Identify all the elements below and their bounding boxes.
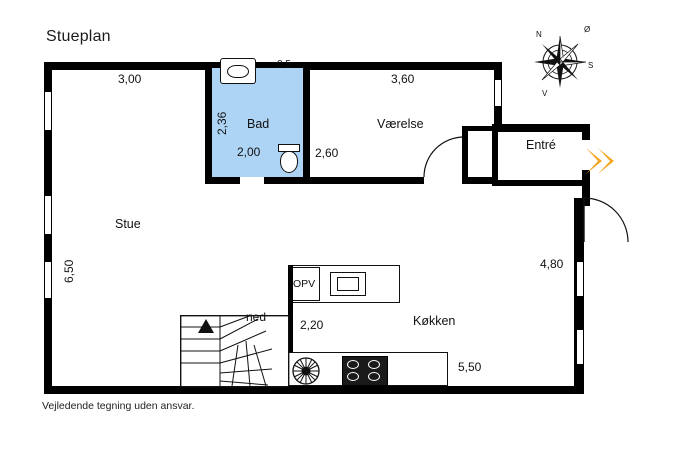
dim-stue-left: 6,50 [62, 259, 76, 283]
dim-bad-bottom: 2,00 [237, 145, 261, 159]
cooktop-burner-2 [368, 360, 380, 369]
dim-kokken-bottom: 5,50 [458, 360, 482, 374]
cooktop-burner-3 [347, 372, 359, 381]
room-label-stue: Stue [115, 217, 141, 231]
window-right-bottom [576, 330, 584, 364]
wall-entre-divider-top [462, 126, 496, 131]
cooktop-burner-4 [368, 372, 380, 381]
page-title: Stueplan [46, 28, 111, 45]
dim-entre-right: 4,80 [540, 257, 564, 271]
disclaimer-note: Vejledende tegning uden ansvar. [42, 400, 195, 412]
compass-north-label: N [536, 30, 542, 39]
wall-bath-left [205, 62, 212, 184]
sink-basin-icon [227, 65, 249, 78]
staircase [180, 315, 290, 387]
kitchen-sink-basin [337, 277, 359, 291]
toilet-bowl [280, 151, 298, 173]
room-label-kokken: Køkken [413, 314, 456, 328]
cooktop-burner-1 [347, 360, 359, 369]
bath-door-gap [240, 177, 264, 184]
wall-entre-bottom [492, 180, 584, 186]
dim-stue-top: 3,00 [118, 72, 142, 86]
dim-vaerelse-left: 2,60 [315, 146, 339, 160]
opv-label: OPV [293, 278, 316, 290]
wall-bath-right [303, 62, 310, 184]
dim-vaerelse-top: 3,60 [391, 72, 415, 86]
wall-right-lower [574, 198, 584, 394]
door-swing-entry-lower [584, 198, 630, 244]
wall-bottom [44, 386, 584, 394]
wall-entre-top [494, 124, 590, 132]
window-left-upper [44, 92, 52, 130]
window-left-lower [44, 262, 52, 298]
dim-bad-right-small: 0,5 [277, 59, 291, 70]
compass-west-label: V [542, 89, 548, 98]
wall-entre-divider [462, 126, 468, 184]
compass-east-label: Ø [584, 25, 591, 34]
window-right-upper [494, 80, 502, 106]
window-right-lower [576, 262, 584, 296]
dim-kokken-left: 2,20 [300, 318, 324, 332]
washing-machine-icon [292, 357, 320, 385]
room-label-bad: Bad [247, 117, 270, 131]
compass-rose [520, 22, 600, 102]
room-label-vaerelse: Værelse [377, 117, 424, 131]
dim-bad-left: 2,36 [215, 111, 229, 135]
entrance-arrow-icon [586, 148, 616, 174]
wall-vaerelse-bottom [303, 177, 498, 184]
window-left-mid [44, 196, 52, 234]
compass-south-label: S [588, 61, 594, 70]
room-label-entre: Entré [526, 138, 556, 152]
stair-direction-label: ned [246, 310, 267, 324]
wall-entre-left [492, 124, 498, 186]
